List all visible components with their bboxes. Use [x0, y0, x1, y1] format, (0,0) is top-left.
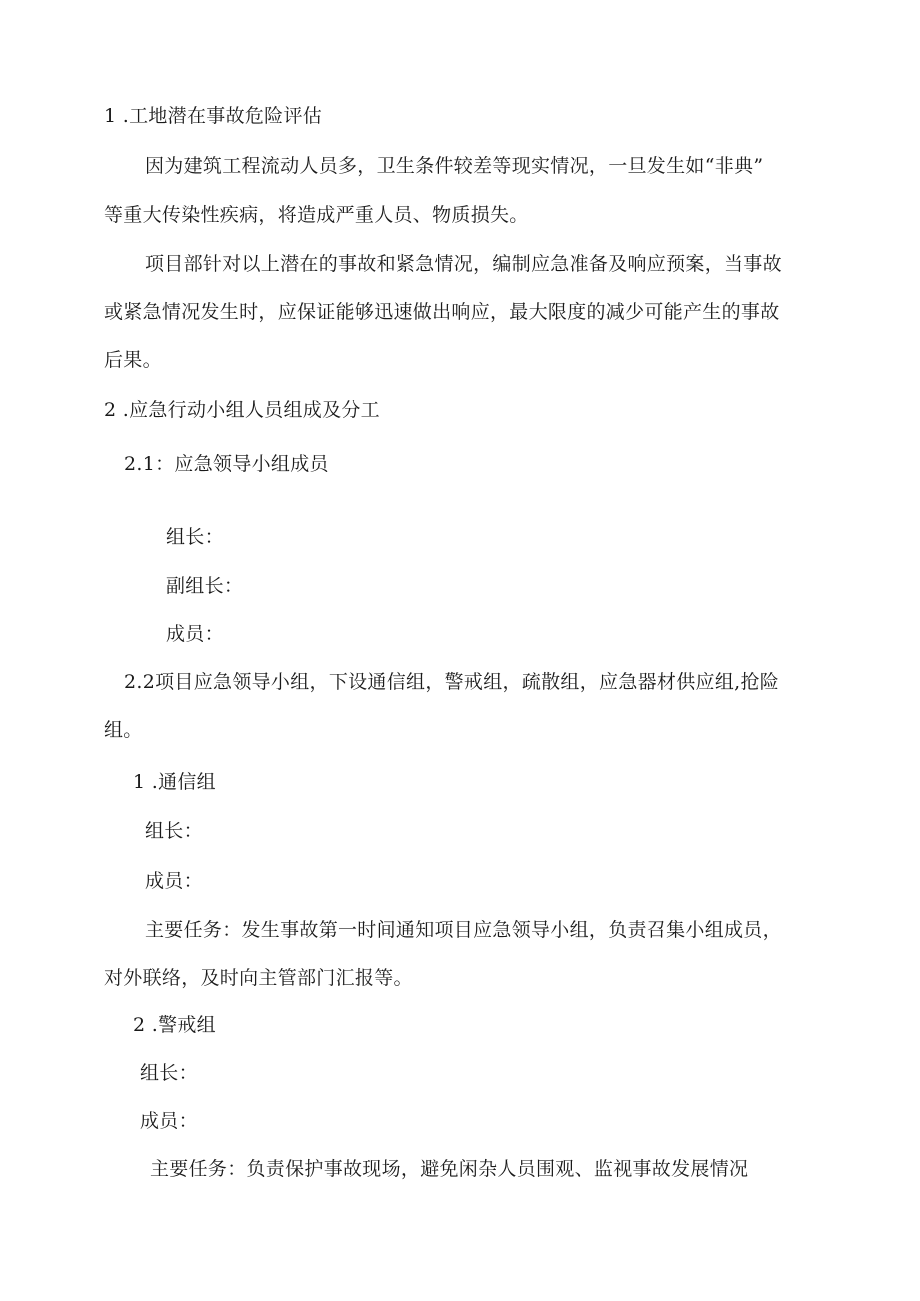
members-label: 成员： — [166, 623, 224, 645]
section-1-paragraph-1-line-2: 等重大传染性疾病，将造成严重人员、物质损失。 — [104, 204, 529, 226]
deputy-leader-label: 副组长： — [166, 575, 244, 597]
group-guard-members: 成员： — [140, 1110, 198, 1132]
group-communication-task-line-1: 主要任务：发生事故第一时间通知项目应急领导小组，负责召集小组成员， — [145, 919, 782, 941]
group-communication-leader: 组长： — [145, 820, 203, 842]
section-2-1-title: 2.1：应急领导小组成员 — [124, 453, 329, 475]
group-guard-task-line-1: 主要任务：负责保护事故现场，避免闲杂人员围观、监视事故发展情况 — [150, 1158, 749, 1180]
leader-label: 组长： — [166, 526, 224, 548]
section-1-paragraph-1-line-1: 因为建筑工程流动人员多，卫生条件较差等现实情况，一旦发生如“非典” — [145, 155, 764, 177]
group-communication-members: 成员： — [145, 870, 203, 892]
section-2-2-line-2: 组。 — [104, 719, 143, 741]
section-2-2-line-1: 2.2项目应急领导小组，下设通信组，警戒组，疏散组，应急器材供应组,抢险 — [124, 671, 780, 693]
group-communication-title: 1 .通信组 — [133, 771, 216, 793]
section-2-title: 2 .应急行动小组人员组成及分工 — [104, 399, 380, 421]
section-1-paragraph-2-line-1: 项目部针对以上潜在的事故和紧急情况，编制应急准备及响应预案，当事故 — [145, 253, 782, 275]
group-guard-leader: 组长： — [140, 1062, 198, 1084]
group-communication-task-line-2: 对外联络，及时向主管部门汇报等。 — [104, 967, 413, 989]
group-guard-title: 2 .警戒组 — [133, 1014, 216, 1036]
section-1-paragraph-2-line-3: 后果。 — [104, 349, 162, 371]
section-1-paragraph-2-line-2: 或紧急情况发生时，应保证能够迅速做出响应，最大限度的减少可能产生的事故 — [104, 301, 780, 323]
section-1-title: 1 .工地潜在事故危险评估 — [104, 105, 323, 127]
